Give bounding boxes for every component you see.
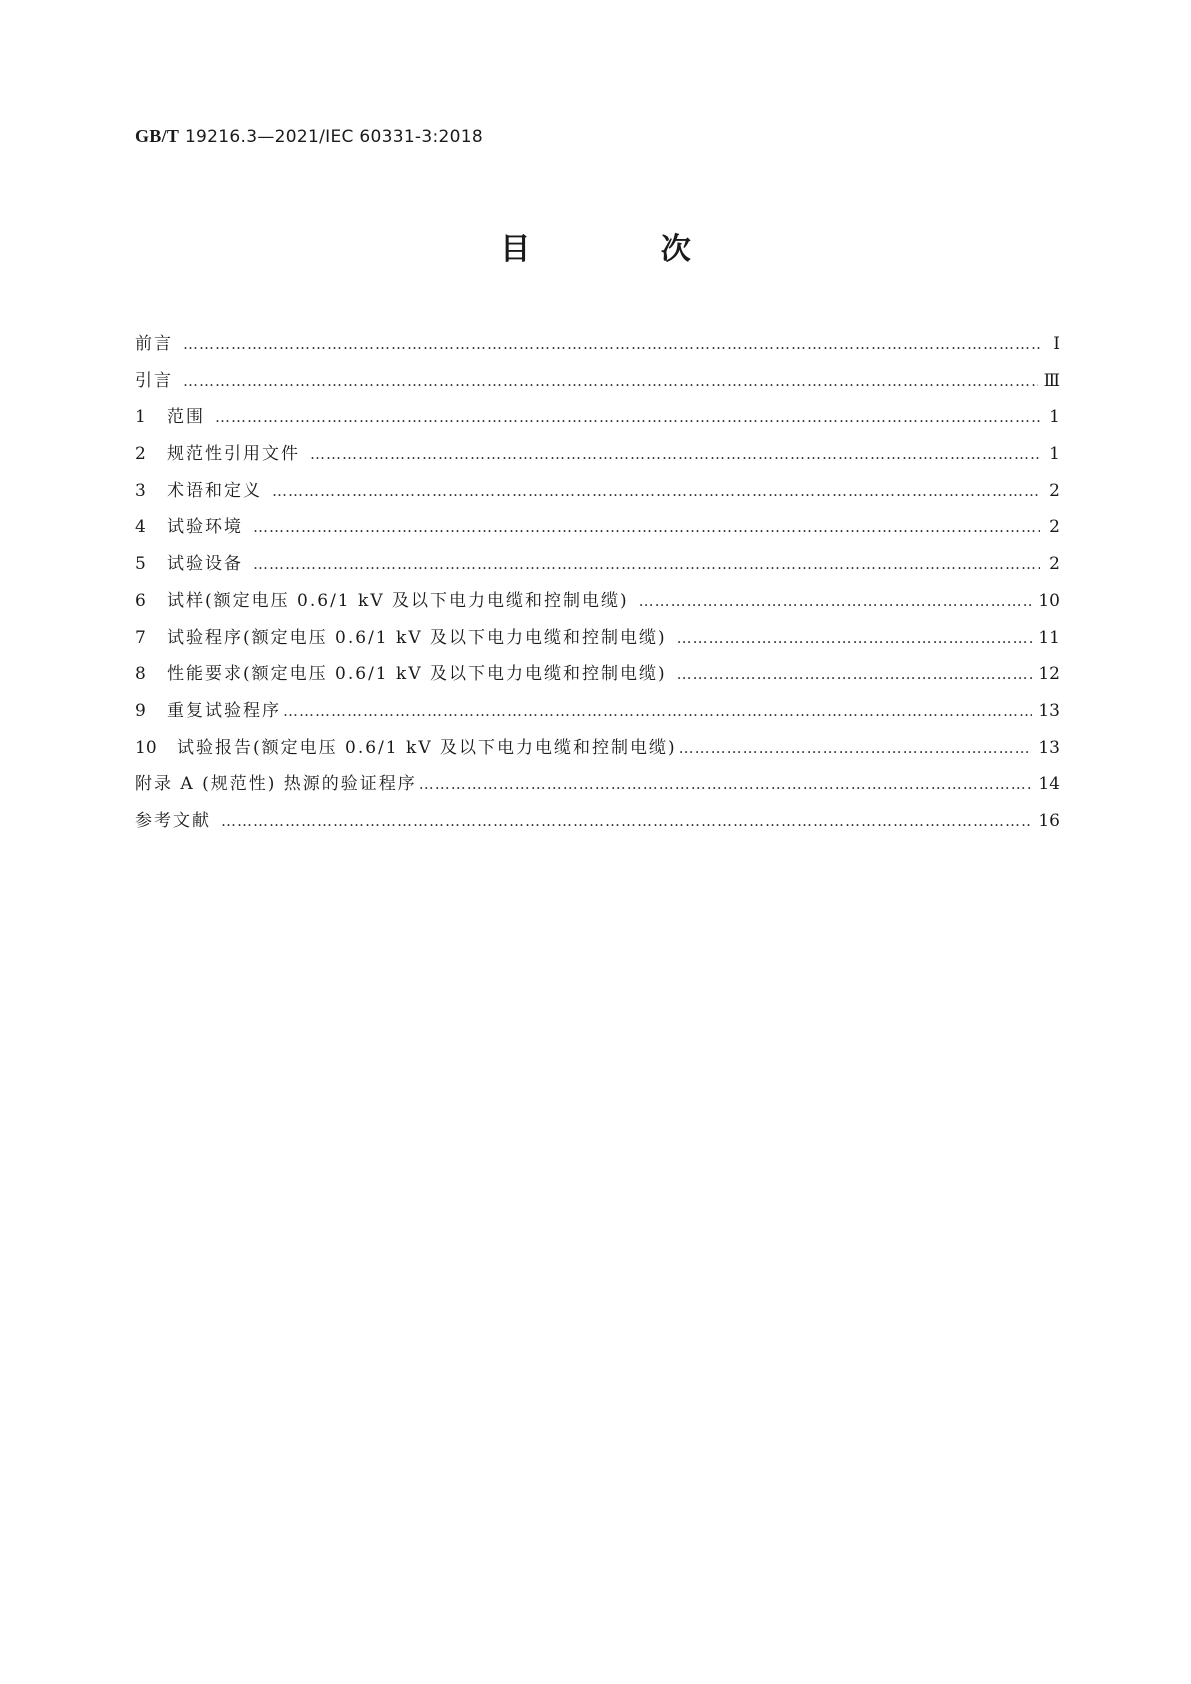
toc-entry-page: 2 [1049, 554, 1060, 575]
toc-entry-label: 前言 [135, 334, 173, 354]
toc-entry-number: 10 [135, 737, 157, 758]
toc-leader-dots [677, 656, 1033, 693]
standard-code: 19216.3—2021/IEC 60331-3:2018 [184, 127, 483, 147]
toc-entry-number: 5 [135, 554, 146, 575]
toc-leader-dots [419, 766, 1033, 803]
toc-entry-4[interactable] [135, 509, 1060, 546]
toc-leader-dots [283, 693, 1032, 730]
toc-entry-label: 范围 [167, 407, 205, 428]
toc-entry-page: 2 [1049, 517, 1060, 538]
toc-entry-page: 16 [1038, 810, 1060, 831]
toc-entry-number: 1 [135, 407, 146, 428]
toc-leader-dots [183, 363, 1038, 400]
toc-leader-dots [310, 436, 1040, 473]
toc-entry-page: 2 [1049, 480, 1060, 501]
toc-leader-dots [639, 583, 1033, 620]
toc-title: 目 次 [500, 232, 751, 267]
toc-leader-dots [679, 730, 1033, 767]
toc-leader-dots [183, 326, 1040, 363]
toc-entry-page: 11 [1038, 627, 1060, 648]
toc-entry-page: 13 [1038, 737, 1060, 758]
toc-entry-number: 2 [135, 444, 146, 465]
toc-entry-8[interactable] [135, 656, 1060, 693]
toc-entry-label: 引言 [135, 370, 173, 391]
toc-leader-dots [221, 803, 1032, 840]
toc-entry-2[interactable] [135, 436, 1060, 473]
toc-entry-1[interactable] [135, 399, 1060, 436]
toc-entry-page: Ⅰ [1053, 334, 1060, 354]
toc-entry-number: 8 [135, 664, 146, 685]
toc-entry-label: 附录 A (规范性) 热源的验证程序 [135, 774, 417, 795]
toc-entry-label: 性能要求(额定电压 0.6/1 kV 及以下电力电缆和控制电缆) [167, 664, 667, 685]
toc-entry-label: 参考文献 [135, 810, 211, 831]
toc-entry-10[interactable] [135, 730, 1060, 767]
toc-entry-label: 规范性引用文件 [167, 444, 300, 465]
toc-entry-label: 术语和定义 [167, 480, 262, 501]
toc-entry-page: 12 [1038, 664, 1060, 685]
toc-entry-number: 4 [135, 517, 146, 538]
toc-entry-page: 13 [1038, 700, 1060, 721]
standard-number [135, 126, 483, 147]
toc-entry-number: 9 [135, 700, 146, 721]
toc-entry-9[interactable] [135, 693, 1060, 730]
toc-entry-3[interactable] [135, 473, 1060, 510]
toc-entry-foreword[interactable] [135, 326, 1060, 363]
toc-entry-label: 试验程序(额定电压 0.6/1 kV 及以下电力电缆和控制电缆) [167, 627, 667, 648]
toc-leader-dots [253, 509, 1040, 546]
toc-entry-page: 1 [1049, 407, 1060, 428]
toc-entry-page: 1 [1049, 444, 1060, 465]
toc-leader-dots [677, 620, 1033, 657]
standard-prefix: GB/T [135, 126, 180, 146]
toc-entry-annex-a[interactable] [135, 766, 1060, 803]
toc-entry-label: 试样(额定电压 0.6/1 kV 及以下电力电缆和控制电缆) [167, 590, 629, 611]
toc-entry-label: 试验设备 [167, 554, 243, 575]
toc-entry-page: 14 [1038, 774, 1060, 795]
toc-entry-introduction[interactable] [135, 363, 1060, 400]
toc-entry-bibliography[interactable] [135, 803, 1060, 840]
toc-leader-dots [215, 399, 1040, 436]
toc-entry-number: 3 [135, 480, 146, 501]
toc-entry-label: 试验环境 [167, 517, 243, 538]
toc-entry-number: 7 [135, 627, 146, 648]
toc-entry-7[interactable] [135, 620, 1060, 657]
toc-entry-6[interactable] [135, 583, 1060, 620]
toc-entry-label: 试验报告(额定电压 0.6/1 kV 及以下电力电缆和控制电缆) [177, 737, 677, 758]
toc-leader-dots [253, 546, 1040, 583]
toc-leader-dots [272, 473, 1040, 510]
table-of-contents [135, 326, 1060, 840]
toc-entry-number: 6 [135, 590, 146, 611]
toc-entry-5[interactable] [135, 546, 1060, 583]
toc-entry-page: Ⅲ [1043, 370, 1060, 391]
toc-entry-page: 10 [1038, 590, 1060, 611]
toc-entry-label: 重复试验程序 [167, 700, 281, 721]
